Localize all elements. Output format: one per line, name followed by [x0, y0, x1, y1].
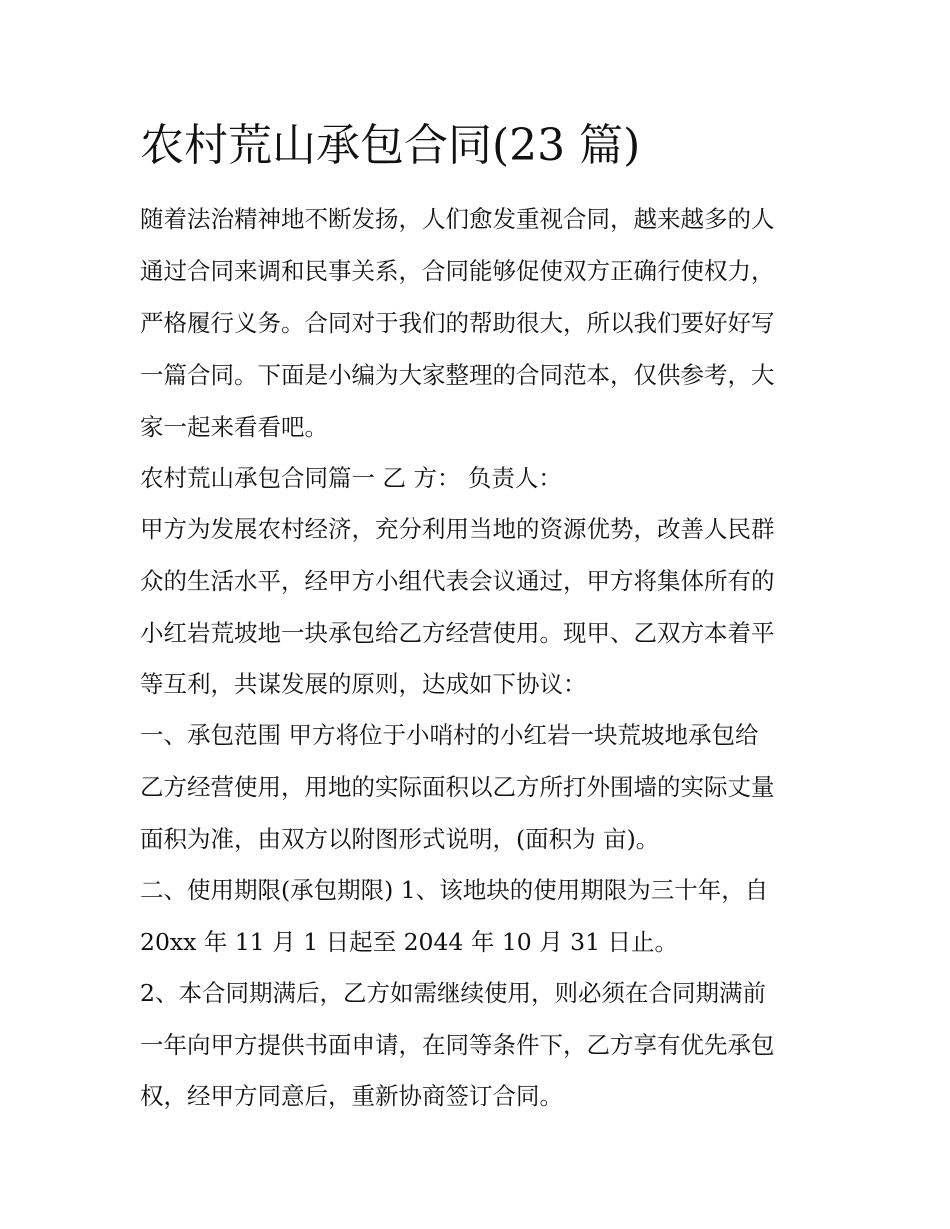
clause-line: 面积为准，由双方以附图形式说明，(面积为 亩)。 [140, 825, 660, 853]
paragraph-line: 众的生活水平，经甲方小组代表会议通过，甲方将集体所有的 [140, 567, 775, 595]
clause-line: 一、承包范围 甲方将位于小哨村的小红岩一块荒坡地承包给 [140, 721, 759, 749]
paragraph-line: 随着法治精神地不断发扬，人们愈发重视合同，越来越多的人 [140, 205, 775, 233]
clause-line: 20xx 年 11 月 1 日起至 2044 年 10 月 31 日止。 [140, 928, 679, 956]
paragraph-line: 等互利，共谋发展的原则，达成如下协议： [140, 670, 587, 698]
clause-line: 乙方经营使用，用地的实际面积以乙方所打外围墙的实际丈量 [140, 773, 775, 801]
clause-line: 二、使用期限(承包期限) 1、该地块的使用期限为三十年，自 [140, 876, 769, 904]
paragraph-line: 通过合同来调和民事关系，合同能够促使双方正确行使权力， [140, 257, 775, 285]
section-heading-line: 农村荒山承包合同篇一 乙 方： 负责人： [140, 464, 562, 492]
clause-line: 权，经甲方同意后，重新协商签订合同。 [140, 1082, 563, 1110]
paragraph-line: 小红岩荒坡地一块承包给乙方经营使用。现甲、乙双方本着平 [140, 619, 775, 647]
paragraph-line: 严格履行义务。合同对于我们的帮助很大，所以我们要好好写 [140, 309, 775, 337]
paragraph-line: 家一起来看看吧。 [140, 413, 328, 441]
clause-line: 一年向甲方提供书面申请，在同等条件下，乙方享有优先承包 [140, 1031, 775, 1059]
clause-line: 2、本合同期满后，乙方如需继续使用，则必须在合同期满前 [140, 979, 766, 1007]
paragraph-line: 甲方为发展农村经济，充分利用当地的资源优势，改善人民群 [140, 515, 775, 543]
paragraph-line: 一篇合同。下面是小编为大家整理的合同范本，仅供参考，大 [140, 361, 775, 389]
document-title: 农村荒山承包合同(23 篇) [140, 120, 641, 171]
